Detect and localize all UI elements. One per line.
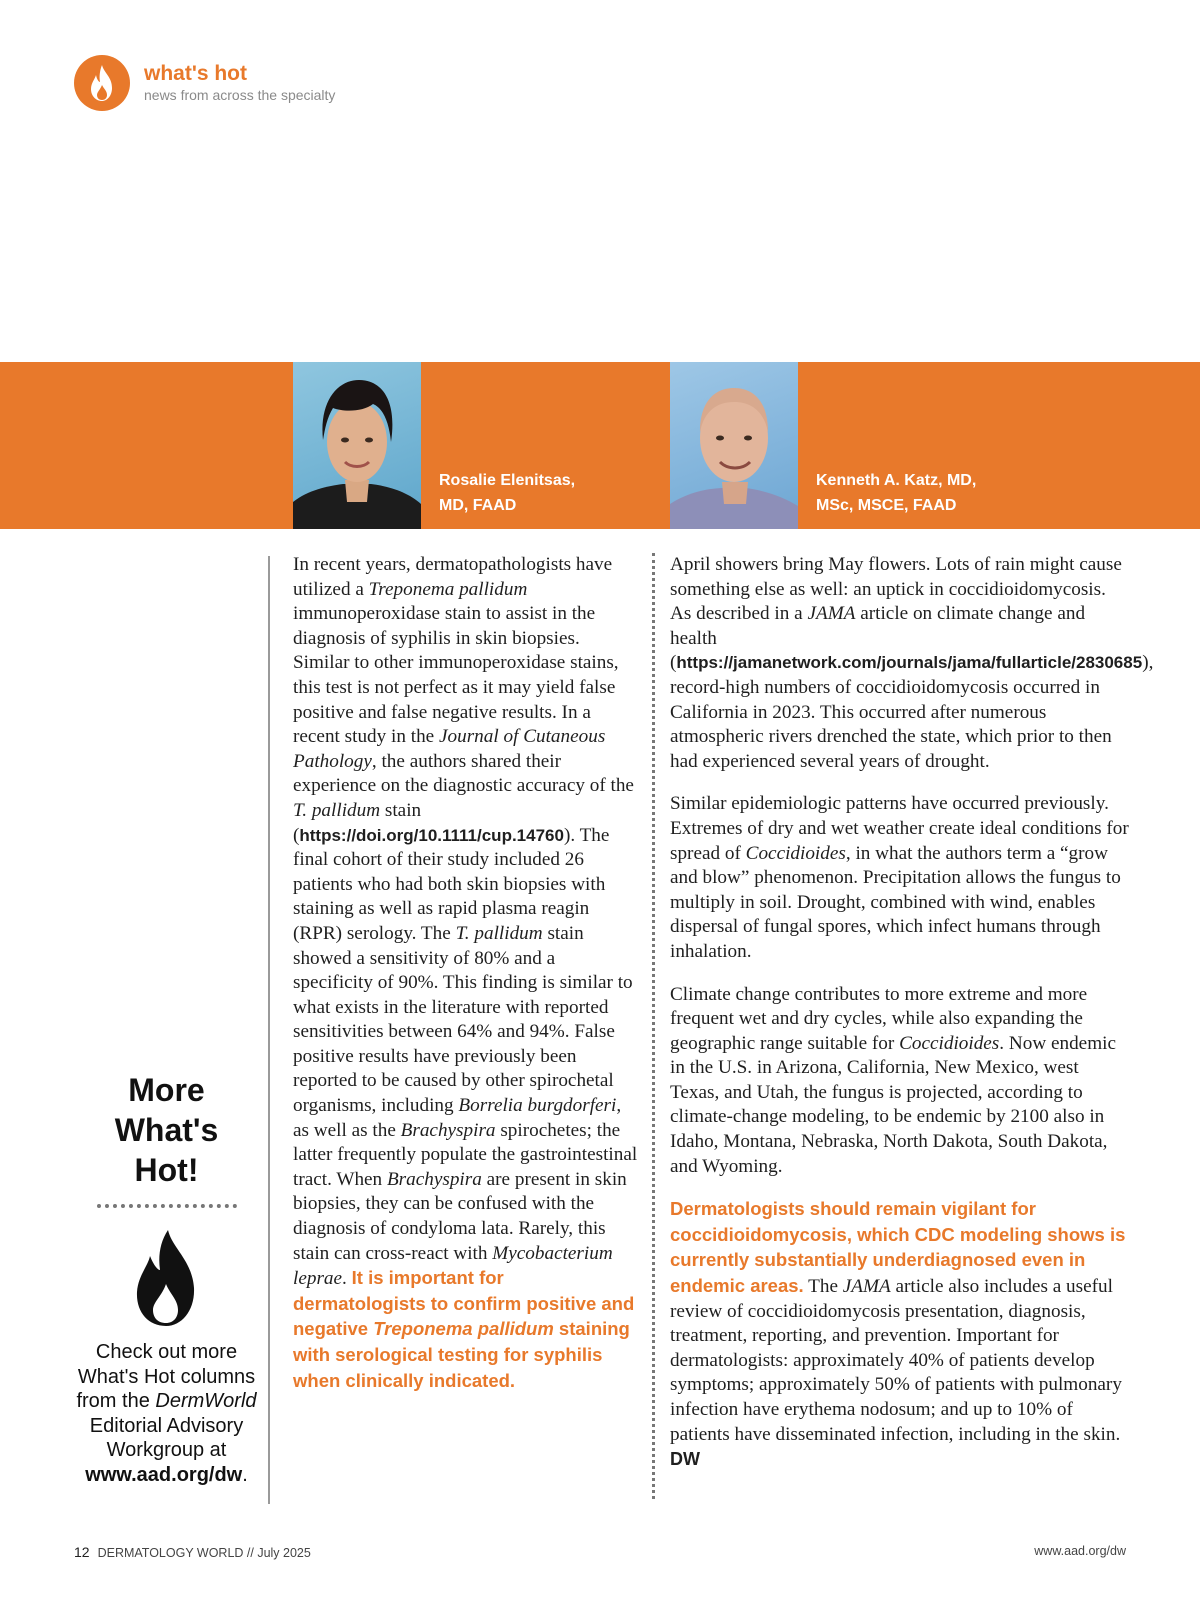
article-paragraph: Climate change contributes to more extreme and more frequent wet and dry cycles, while also expanding the geographic range suitable for Coccidioides. Now endemic in the U.S. in Arizona, California, New Mexico, west Texas, and Utah, the fungus is projected, according to climate-change modeling, to be endemic by 2100 also in Idaho, Montana, Nebraska, North Dakota, South Dakota, and Wyoming. <box>670 983 1116 1177</box>
sidebar-text: Check out more What's Hot columns from the DermWorld Editorial Advisory Workgroup at www.aad.org/dw. <box>76 1341 257 1486</box>
article-elenitsas <box>293 553 638 1412</box>
article-paragraph: Similar epidemiologic patterns have occurred previously. Extremes of dry and wet weather create ideal conditions for spread of Coccidioides, in what the authors term a “grow and blow” phenomenon. Precipitation allows the fungus to multiply in soil. Drought, combined with wind, enables dispersal of fungal spores, which infect humans through inhalation. <box>670 793 1129 962</box>
sidebar-dotted-divider <box>97 1204 237 1208</box>
author-name-elenitsas: Rosalie Elenitsas, MD, FAAD <box>439 472 576 514</box>
doi-link[interactable]: https://doi.org/10.1111/cup.14760 <box>299 825 564 845</box>
flame-icon <box>132 1228 202 1328</box>
article-paragraph: April showers bring May flowers. Lots of rain might cause something else as well: an uptick in coccidioidomycosis. As described in a JAMA article on climate change and health (https://jamanetwork.com/journals/jama/fullarticle/2830685), record-high numbers of coccidioidomycosis occurred in California in 2023. This occurred after numerous atmospheric rivers drenched the state, which prior to then had experienced several years of drought. <box>670 554 1154 772</box>
column-divider <box>652 553 655 1499</box>
jama-link[interactable]: https://jamanetwork.com/journals/jama/fullarticle/2830685 <box>676 653 1143 673</box>
flame-icon <box>74 55 130 111</box>
highlight-text: It is important for dermatologists to confirm positive and negative Treponema pallidum staining with serological testing for syphilis when clinically indicated. <box>293 1267 635 1391</box>
author-banner <box>0 362 1200 529</box>
more-whats-hot-sidebar <box>74 1070 259 1487</box>
article-paragraph: In recent years, dermatopathologists have utilized a Treponema pallidum immunoperoxidase stain to assist in the diagnosis of syphilis in skin biopsies. Similar to other immunoperoxidase stains, this test is not perfect as it may yield false positive and false negative results. In a recent study in the Journal of Cutaneous Pathology, the authors shared their experience on the diagnostic accuracy of the T. pallidum stain (https://doi.org/10.1111/cup.14760). The final cohort of their study included 26 patients who had both skin biopsies with staining as well as rapid plasma reagin (RPR) serology. The T. pallidum stain showed a sensitivity of 80% and a specificity of 90%. This finding is similar to what exists in the literature with reported sensitivities between 64% and 94%. False positive results have previously been reported to be caused by other spirochetal organisms, including Borrelia burgdorferi, as well as the Brachyspira spirochetes; the latter frequently populate the gastrointestinal tract. When Brachyspira are present in skin biopsies, they can be confused with the diagnosis of condyloma lata. Rarely, this stain can cross-react with Mycobacterium leprae. It is important for dermatologists to confirm positive and negative Treponema pallidum staining with serological testing for syphilis when clinically indicated. <box>293 554 638 1391</box>
author-photo-elenitsas <box>293 362 421 529</box>
publication-name: DERMATOLOGY WORLD // July 2025 <box>97 1546 311 1560</box>
section-title: what's hot <box>144 62 247 85</box>
end-mark: DW <box>670 1449 700 1470</box>
section-header <box>74 55 335 111</box>
sidebar-title: More What's Hot! <box>114 1072 219 1188</box>
footer-left <box>74 1544 311 1560</box>
footer-url[interactable]: www.aad.org/dw <box>1034 1544 1126 1558</box>
aad-link[interactable]: www.aad.org/dw <box>85 1463 243 1486</box>
article-paragraph: Dermatologists should remain vigilant for coccidioidomycosis, which CDC modeling shows is currently substantially underdiagnosed even in endemic areas. The JAMA article also includes a useful review of coccidioidomycosis presentation, diagnosis, treatment, reporting, and prevention. Important for dermatologists: approximately 40% of patients develop symptoms; approximately 50% of patients with pulmonary infection have erythema nodosum; and up to 10% of patients have disseminated infection, including in the skin. DW <box>670 1198 1126 1470</box>
author-photo-katz <box>670 362 798 529</box>
section-subtitle: news from across the specialty <box>144 87 336 103</box>
sidebar-divider <box>268 556 270 1504</box>
article-katz <box>670 553 1154 1491</box>
highlight-text: Dermatologists should remain vigilant for coccidioidomycosis, which CDC modeling shows is currently substantially underdiagnosed even in endemic areas. <box>670 1198 1126 1297</box>
page-number: 12 <box>74 1544 90 1560</box>
author-name-katz: Kenneth A. Katz, MD, MSc, MSCE, FAAD <box>816 472 977 514</box>
